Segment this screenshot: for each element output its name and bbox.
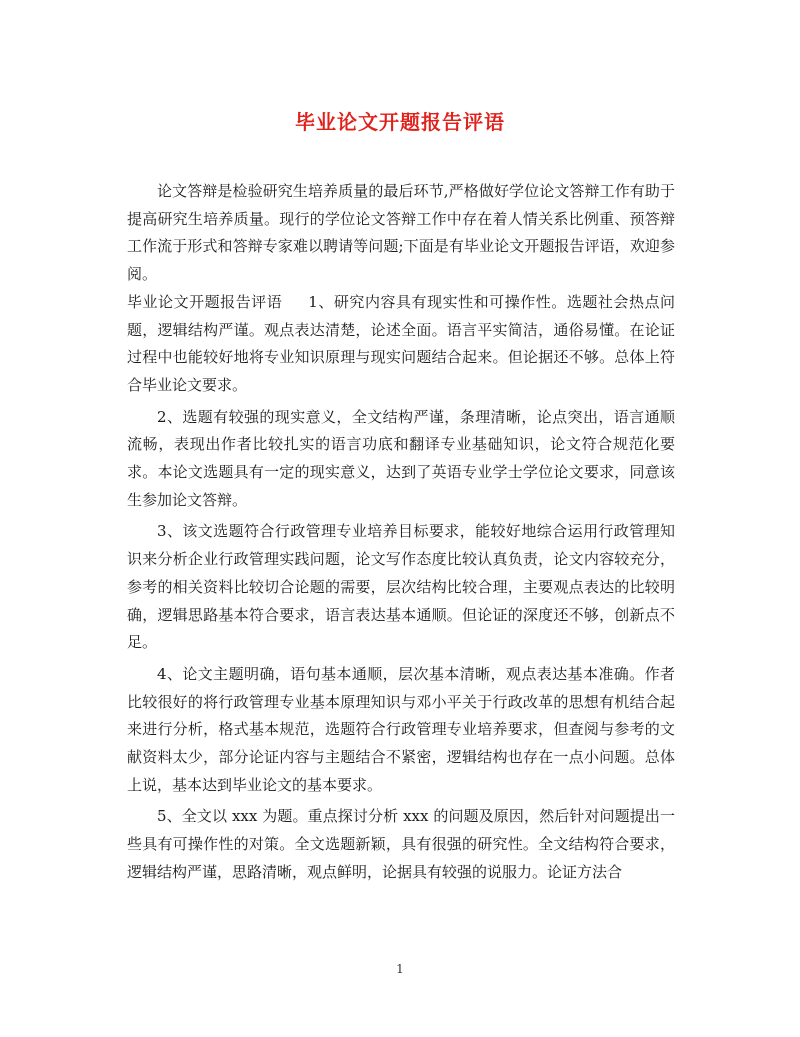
paragraph-4: 4、论文主题明确，语句基本通顺，层次基本清晰，观点表达基本准确。作者比较很好的将行政管理专业基本原理知识与邓小平关于行政改革的思想有机结合起来进行分析，格式基本规范，选题符合行政管理专业培养要求，但查阅与参考的文献资料太少，部分论证内容与主题结合不紧密，逻辑结构也存在一点小问题。总体上说，基本达到毕业论文的基本要求。: [127, 664, 675, 794]
lead-paragraph: [127, 289, 675, 400]
document-body: [127, 178, 675, 887]
paragraph-1: 1、研究内容具有现实性和可操作性。选题社会热点问题，逻辑结构严谨。观点表达清楚，论述全面。语言平实简洁，通俗易懂。在论证过程中也能较好地将专业知识原理与现实问题结合起来。但论据还不够。总体上符合毕业论文要求。: [127, 292, 675, 394]
paragraph-3: 3、该文选题符合行政管理专业培养目标要求，能较好地综合运用行政管理知识来分析企业行政管理实践问题，论文写作态度比较认真负责，论文内容较充分，参考的相关资料比较切合论题的需要，层次结构比较合理，主要观点表达的比较明确，逻辑思路基本符合要求，语言表达基本通顺。但论证的深度还不够，创新点不足。: [127, 522, 675, 652]
paragraph-2: 2、选题有较强的现实意义，全文结构严谨，条理清晰，论点突出，语言通顺流畅，表现出作者比较扎实的语言功底和翻译专业基础知识，论文符合规范化要求。本论文选题具有一定的现实意义，达到了英语专业学士学位论文要求，同意该生参加论文答辩。: [127, 407, 675, 509]
paragraph-5: 5、全文以 xxx 为题。重点探讨分析 xxx 的问题及原因，然后针对问题提出一些具有可操作性的对策。全文选题新颖，具有很强的研究性。全文结构符合要求，逻辑结构严谨，思路清晰，观点鲜明，论据具有较强的说服力。论证方法合: [127, 807, 675, 881]
page-number: 1: [396, 962, 404, 976]
lead-label: 毕业论文开题报告评语: [127, 292, 283, 311]
intro-paragraph: 论文答辩是检验研究生培养质量的最后环节,严格做好学位论文答辩工作有助于提高研究生培养质量。现行的学位论文答辩工作中存在着人情关系比例重、预答辩工作流于形式和答辩专家难以聘请等问题;下面是有毕业论文开题报告评语，欢迎参阅。: [127, 182, 675, 284]
document-title: 毕业论文开题报告评语: [295, 110, 505, 134]
